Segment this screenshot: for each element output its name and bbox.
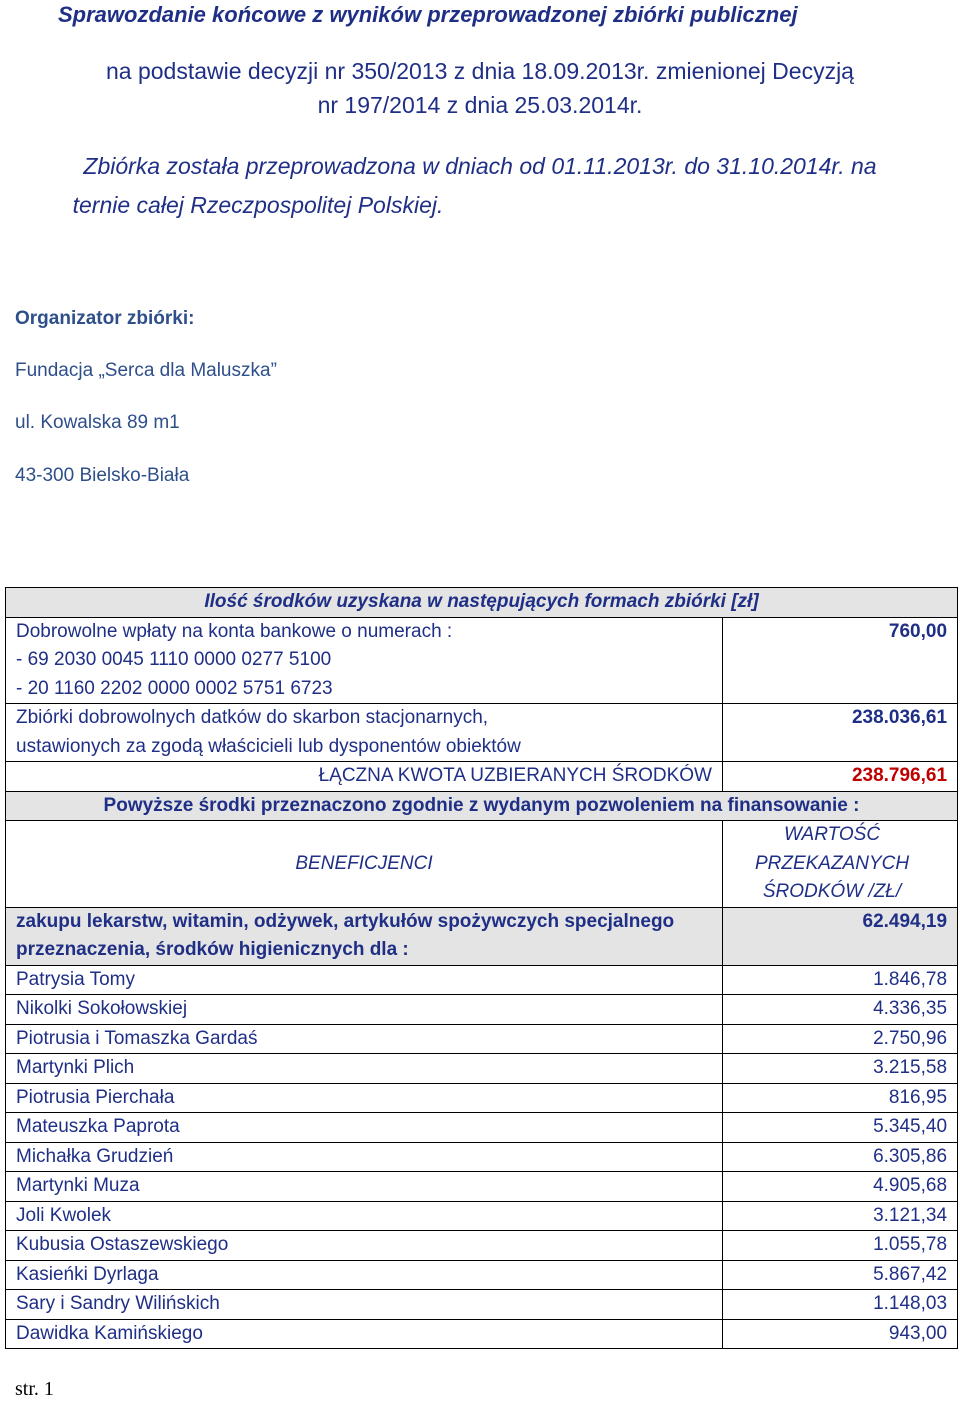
- beneficiary-row: [6, 965, 958, 995]
- beneficiary-name: Joli Kwolek: [6, 1201, 723, 1231]
- allocation-heading-row: [6, 791, 958, 821]
- beneficiary-amount: 5.345,40: [723, 1113, 958, 1143]
- cash-boxes-cell: [6, 704, 723, 762]
- beneficiary-name: Martynki Plich: [6, 1054, 723, 1084]
- beneficiary-amount: 816,95: [723, 1083, 958, 1113]
- bank-transfers-amount: 760,00: [723, 617, 958, 704]
- organizer-label: Organizator zbiórki:: [15, 308, 195, 329]
- allocation-columns-row: [6, 821, 958, 908]
- beneficiary-amount: 1.055,78: [723, 1231, 958, 1261]
- value-header-line-3: ŚRODKÓW /ZŁ/: [762, 881, 902, 902]
- purpose-cell: [6, 907, 678, 965]
- beneficiary-amount: 4.336,35: [723, 995, 958, 1025]
- beneficiary-amount: 6.305,86: [723, 1142, 958, 1172]
- beneficiary-amount: 3.215,58: [723, 1054, 958, 1084]
- funds-heading: Ilość środków uzyskana w następujących formach zbiórki [zł]: [6, 588, 958, 618]
- bank-transfers-label: Dobrowolne wpłaty na konta bankowe o numerach :: [16, 620, 453, 642]
- organizer-street: ul. Kowalska 89 m1: [15, 412, 180, 433]
- purpose-amount: 62.494,19: [723, 907, 958, 965]
- beneficiary-name: Michałka Grudzień: [6, 1142, 723, 1172]
- allocation-heading: Powyższe środki przeznaczono zgodnie z wydanym pozwoleniem na finansowanie :: [6, 791, 958, 821]
- beneficiary-row: [6, 1142, 958, 1172]
- total-amount: 238.796,61: [723, 762, 958, 792]
- beneficiary-name: Nikolki Sokołowskiej: [6, 995, 723, 1025]
- purpose-line-2: przeznaczenia, środków higienicznych dla :: [16, 939, 409, 960]
- beneficiary-row: [6, 1231, 958, 1261]
- beneficiaries-column-header: BENEFICJENCI: [6, 821, 723, 908]
- beneficiary-row: [6, 1201, 958, 1231]
- bank-transfers-cell: [6, 617, 723, 704]
- beneficiary-amount: 4.905,68: [723, 1172, 958, 1202]
- beneficiary-row: [6, 1024, 958, 1054]
- beneficiary-row: [6, 1319, 958, 1349]
- value-header-line-2: PRZEKAZANYCH: [754, 852, 910, 874]
- purpose-row: [6, 907, 958, 965]
- beneficiary-name: Patrysia Tomy: [6, 965, 723, 995]
- beneficiary-row: [6, 1054, 958, 1084]
- cash-boxes-label-1: Zbiórki dobrowolnych datków do skarbon stacjonarnych,: [16, 707, 489, 728]
- beneficiary-name: Piotrusia Pierchała: [6, 1083, 723, 1113]
- beneficiary-row: [6, 995, 958, 1025]
- purpose-line-1: zakupu lekarstw, witamin, odżywek, artykułów spożywczych specjalnego: [16, 910, 675, 932]
- value-header-line-1: WARTOŚĆ: [783, 824, 881, 845]
- cash-boxes-row: [6, 704, 958, 762]
- cash-boxes-amount: 238.036,61: [723, 704, 958, 762]
- cash-boxes-label-2: ustawionych za zgodą właścicieli lub dysponentów obiektów: [16, 735, 521, 757]
- beneficiary-row: [6, 1113, 958, 1143]
- total-label: ŁĄCZNA KWOTA UZBIERANYCH ŚRODKÓW: [6, 762, 723, 792]
- organizer-name: Fundacja „Serca dla Maluszka”: [15, 360, 277, 381]
- beneficiary-amount: 3.121,34: [723, 1201, 958, 1231]
- beneficiary-row: [6, 1172, 958, 1202]
- beneficiary-rows: [6, 965, 958, 1349]
- bank-account-1: - 69 2030 0045 1110 0000 0277 5100: [16, 649, 332, 670]
- beneficiary-name: Mateuszka Paprota: [6, 1113, 723, 1143]
- period-line-2: ternie całej Rzeczpospolitej Polskiej.: [72, 192, 444, 218]
- beneficiary-amount: 2.750,96: [723, 1024, 958, 1054]
- beneficiary-row: [6, 1083, 958, 1113]
- beneficiary-name: Sary i Sandry Wilińskich: [6, 1290, 723, 1320]
- bank-transfers-row: [6, 617, 958, 704]
- beneficiary-amount: 943,00: [723, 1319, 958, 1349]
- organizer-city: 43-300 Bielsko-Biała: [15, 465, 190, 486]
- financial-report-table: [5, 587, 958, 1349]
- period-line-1: Zbiórka została przeprowadzona w dniach od 01.11.2013r. do 31.10.2014r. na: [83, 153, 877, 179]
- beneficiary-amount: 1.846,78: [723, 965, 958, 995]
- value-column-header: [723, 821, 958, 908]
- decision-line-1: na podstawie decyzji nr 350/2013 z dnia 18.09.2013r. zmienionej Decyzją: [106, 58, 854, 84]
- total-row: [6, 762, 958, 792]
- bank-account-2: - 20 1160 2202 0000 0002 5751 6723: [16, 677, 333, 699]
- beneficiary-row: [6, 1290, 958, 1320]
- beneficiary-amount: 1.148,03: [723, 1290, 958, 1320]
- decision-line-2: nr 197/2014 z dnia 25.03.2014r.: [317, 92, 643, 118]
- beneficiary-name: Piotrusia i Tomaszka Gardaś: [6, 1024, 723, 1054]
- report-title: Sprawozdanie końcowe z wyników przeprowadzonej zbiórki publicznej: [58, 2, 798, 27]
- beneficiary-amount: 5.867,42: [723, 1260, 958, 1290]
- page-number: str. 1: [15, 1378, 54, 1400]
- beneficiary-name: Martynki Muza: [6, 1172, 723, 1202]
- funds-heading-row: [6, 588, 958, 618]
- beneficiary-name: Kubusia Ostaszewskiego: [6, 1231, 723, 1261]
- beneficiary-name: Kasieńki Dyrlaga: [6, 1260, 723, 1290]
- beneficiary-row: [6, 1260, 958, 1290]
- beneficiary-name: Dawidka Kamińskiego: [6, 1319, 723, 1349]
